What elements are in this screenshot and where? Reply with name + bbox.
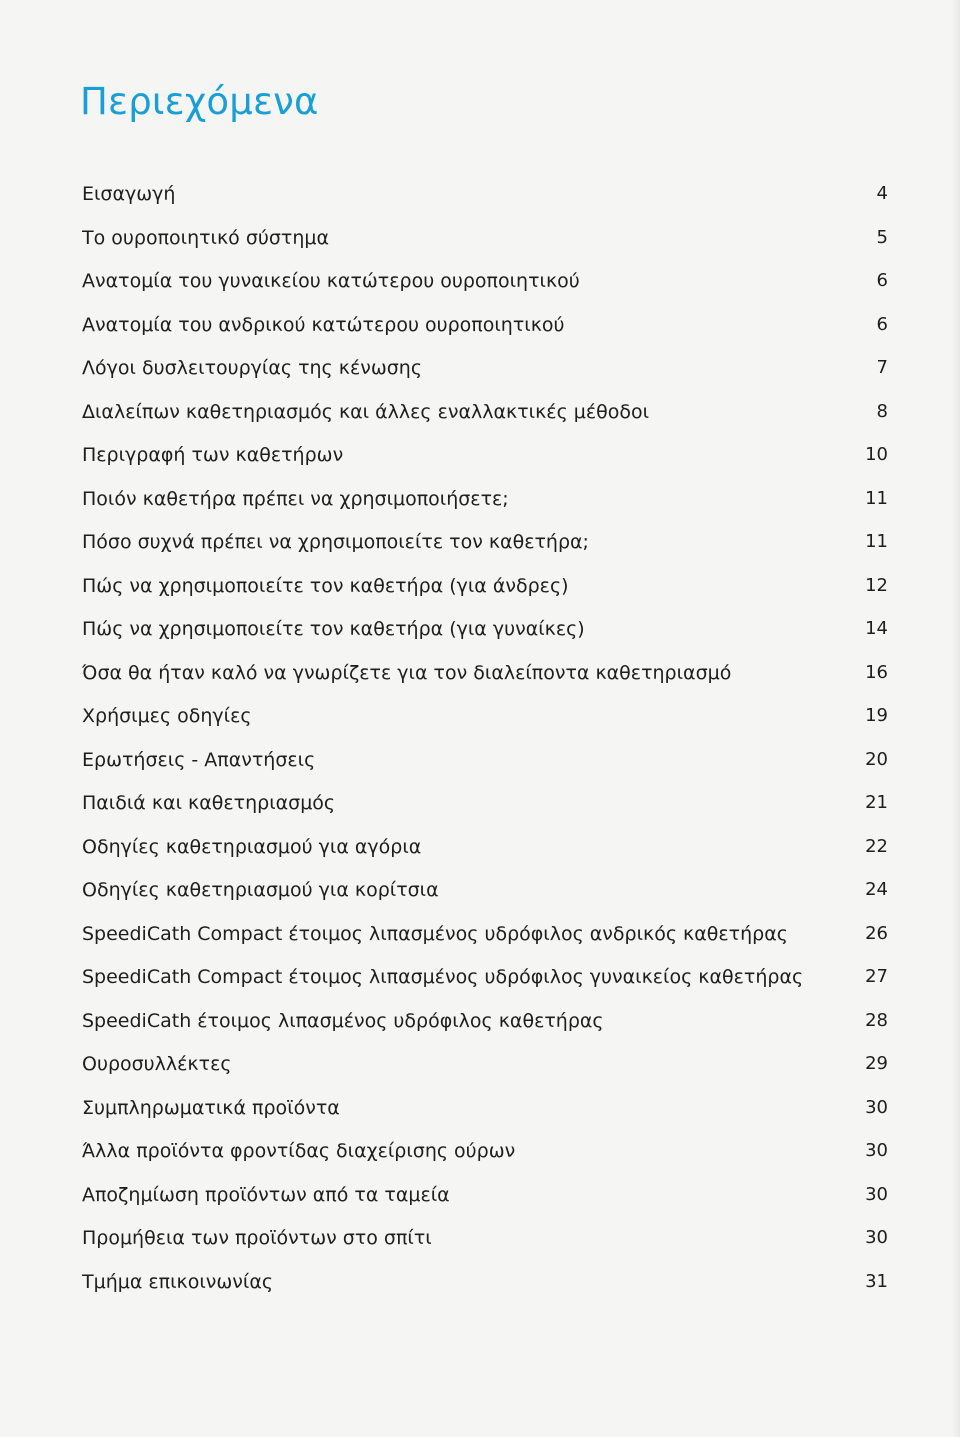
toc-entry [82,217,892,261]
toc-entry-page-number: 20 [865,748,888,770]
toc-entry-title: Λόγοι δυσλειτουργίας της κένωσης [82,357,422,379]
toc-entry-title: SpeediCath έτοιμος λιπασμένος υδρόφιλος καθετήρας [82,1009,604,1032]
toc-entry-page-number: 30 [865,1140,888,1161]
toc-entry [82,1000,892,1044]
toc-entry-title: Όσα θα ήταν καλό να γνωρίζετε για τον διαλείποντα καθετηριασμό [82,661,732,684]
toc-entry-title: Διαλείπων καθετηριασμός και άλλες εναλλακτικές μέθοδοι [82,400,650,423]
page-title: Περιεχόμενα [80,80,319,123]
toc-entry [82,1130,892,1174]
toc-entry-page-number: 11 [865,487,888,509]
toc-entry-page-number: 10 [865,444,888,465]
toc-entry-page-number: 8 [876,400,888,422]
toc-entry [82,1174,892,1218]
toc-entry [82,260,892,304]
toc-entry [82,565,892,609]
toc-entry [82,1043,892,1087]
toc-entry [82,173,892,217]
toc-entry [82,1217,892,1261]
toc-entry [82,913,892,957]
toc-entry-page-number: 31 [865,1270,888,1292]
toc-entry-title: Χρήσιμες οδηγίες [82,705,252,727]
toc-entry [82,521,892,565]
toc-entry-title: Το ουροποιητικό σύστημα [82,226,330,249]
toc-entry-page-number: 22 [865,835,888,857]
toc-entry-title: SpeediCath Compact έτοιμος λιπασμένος υδρόφιλος ανδρικός καθετήρας [82,922,788,945]
toc-entry-page-number: 6 [876,270,888,291]
toc-entry-page-number: 5 [876,226,888,248]
toc-entry-page-number: 30 [865,1183,888,1205]
toc-entry-title: Ανατομία του ανδρικού κατώτερου ουροποιητικού [82,313,565,336]
toc-entry-page-number: 26 [865,922,888,944]
toc-entry-title: Οδηγίες καθετηριασμού για κορίτσια [82,879,439,901]
toc-entry-page-number: 30 [865,1227,888,1248]
toc-entry-page-number: 21 [865,792,888,813]
toc-entry-page-number: 30 [865,1096,888,1118]
toc-entry [82,956,892,1000]
table-of-contents [82,173,892,1304]
toc-entry-title: Εισαγωγή [82,183,176,205]
toc-entry [82,347,892,391]
toc-entry-title: Παιδιά και καθετηριασμός [82,792,336,814]
toc-entry [82,304,892,348]
toc-entry [82,608,892,652]
toc-entry-title: Πώς να χρησιμοποιείτε τον καθετήρα (για άνδρες) [82,574,569,597]
toc-entry-page-number: 14 [865,618,888,639]
toc-entry-title: Ουροσυλλέκτες [82,1053,232,1075]
toc-entry-title: Πόσο συχνά πρέπει να χρησιμοποιείτε τον καθετήρα; [82,531,589,553]
toc-entry-page-number: 7 [876,357,888,378]
toc-entry-page-number: 29 [865,1053,888,1074]
toc-entry-title: Άλλα προϊόντα φροντίδας διαχείρισης ούρων [82,1140,516,1162]
page-edge-shadow [952,0,960,1437]
toc-entry-page-number: 19 [865,705,888,726]
toc-entry [82,1087,892,1131]
toc-entry-title: Ποιόν καθετήρα πρέπει να χρησιμοποιήσετε; [82,487,509,510]
toc-entry-page-number: 6 [876,313,888,335]
toc-entry-page-number: 24 [865,879,888,900]
toc-entry-page-number: 4 [876,183,888,204]
toc-entry [82,695,892,739]
toc-entry [82,782,892,826]
toc-entry [82,434,892,478]
toc-entry [82,391,892,435]
toc-entry-page-number: 16 [865,661,888,683]
toc-entry [82,869,892,913]
toc-entry-title: Οδηγίες καθετηριασμού για αγόρια [82,835,422,858]
toc-entry [82,826,892,870]
toc-entry-title: Συμπληρωματικά προϊόντα [82,1096,340,1119]
toc-entry [82,1261,892,1305]
toc-entry-page-number: 27 [865,966,888,987]
toc-entry [82,739,892,783]
toc-entry-page-number: 12 [865,574,888,596]
toc-entry-title: Τμήμα επικοινωνίας [82,1270,274,1293]
toc-entry-title: Πώς να χρησιμοποιείτε τον καθετήρα (για γυναίκες) [82,618,585,640]
toc-entry-title: Ανατομία του γυναικείου κατώτερου ουροποιητικού [82,270,580,292]
toc-entry-page-number: 28 [865,1009,888,1031]
toc-entry-title: Ερωτήσεις - Απαντήσεις [82,748,316,771]
toc-entry-page-number: 11 [865,531,888,552]
toc-entry-title: Αποζημίωση προϊόντων από τα ταμεία [82,1183,450,1206]
toc-entry [82,652,892,696]
toc-entry-title: Προμήθεια των προϊόντων στο σπίτι [82,1227,432,1249]
toc-entry [82,478,892,522]
toc-entry-title: Περιγραφή των καθετήρων [82,444,344,466]
toc-entry-title: SpeediCath Compact έτοιμος λιπασμένος υδρόφιλος γυναικείος καθετήρας [82,966,804,988]
